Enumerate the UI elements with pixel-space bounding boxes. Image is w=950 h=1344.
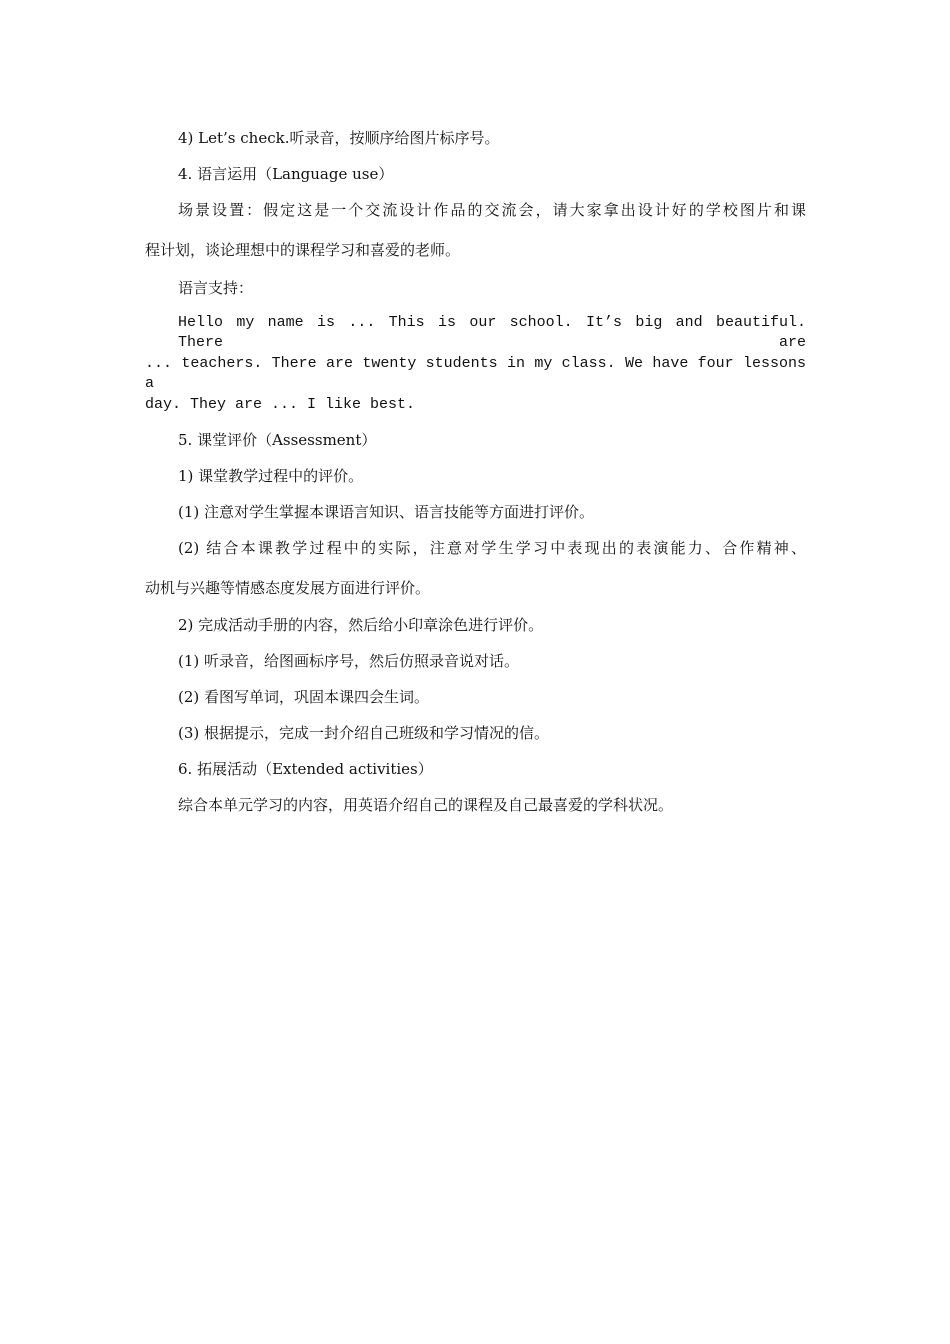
list-item-1: 1) 课堂教学过程中的评价。	[178, 467, 364, 485]
paragraph-scenario-line2: 程计划，谈论理想中的课程学习和喜爱的老师。	[145, 241, 461, 259]
example-text-line1: Hello my name is ... This is our school. It’s big and beautiful. There are	[178, 314, 806, 351]
list-item-1-1: (1) 注意对学生掌握本课语言知识、语言技能等方面进打评价。	[178, 503, 595, 521]
heading-extended-activities: 6. 拓展活动（Extended activities）	[178, 760, 433, 778]
list-item-1-2-line2: 动机与兴趣等情感态度发展方面进行评价。	[145, 579, 431, 597]
heading-assessment: 5. 课堂评价（Assessment）	[178, 431, 377, 449]
list-item-2-3: (3) 根据提示，完成一封介绍自己班级和学习情况的信。	[178, 724, 550, 742]
paragraph-scenario-line1: 场景设置：假定这是一个交流设计作品的交流会，请大家拿出设计好的学校图片和课	[178, 201, 806, 219]
list-item-1-2-line1: (2) 结合本课教学过程中的实际，注意对学生学习中表现出的表演能力、合作精神、	[178, 539, 806, 557]
text-line-check: 4) Let’s check.听录音，按顺序给图片标序号。	[178, 129, 500, 147]
example-text-line3: day. They are ... I like best.	[145, 396, 416, 413]
list-item-2-1: (1) 听录音，给图画标序号，然后仿照录音说对话。	[178, 652, 520, 670]
heading-language-use: 4. 语言运用（Language use）	[178, 165, 394, 183]
label-language-support: 语言支持：	[178, 279, 254, 297]
list-item-2: 2) 完成活动手册的内容，然后给小印章涂色进行评价。	[178, 616, 544, 634]
paragraph-extended: 综合本单元学习的内容，用英语介绍自己的课程及自己最喜爱的学科状况。	[178, 796, 674, 814]
example-text-line2: ... teachers. There are twenty students in my class. We have four lessons a	[145, 355, 806, 392]
list-item-2-2: (2) 看图写单词，巩固本课四会生词。	[178, 688, 430, 706]
